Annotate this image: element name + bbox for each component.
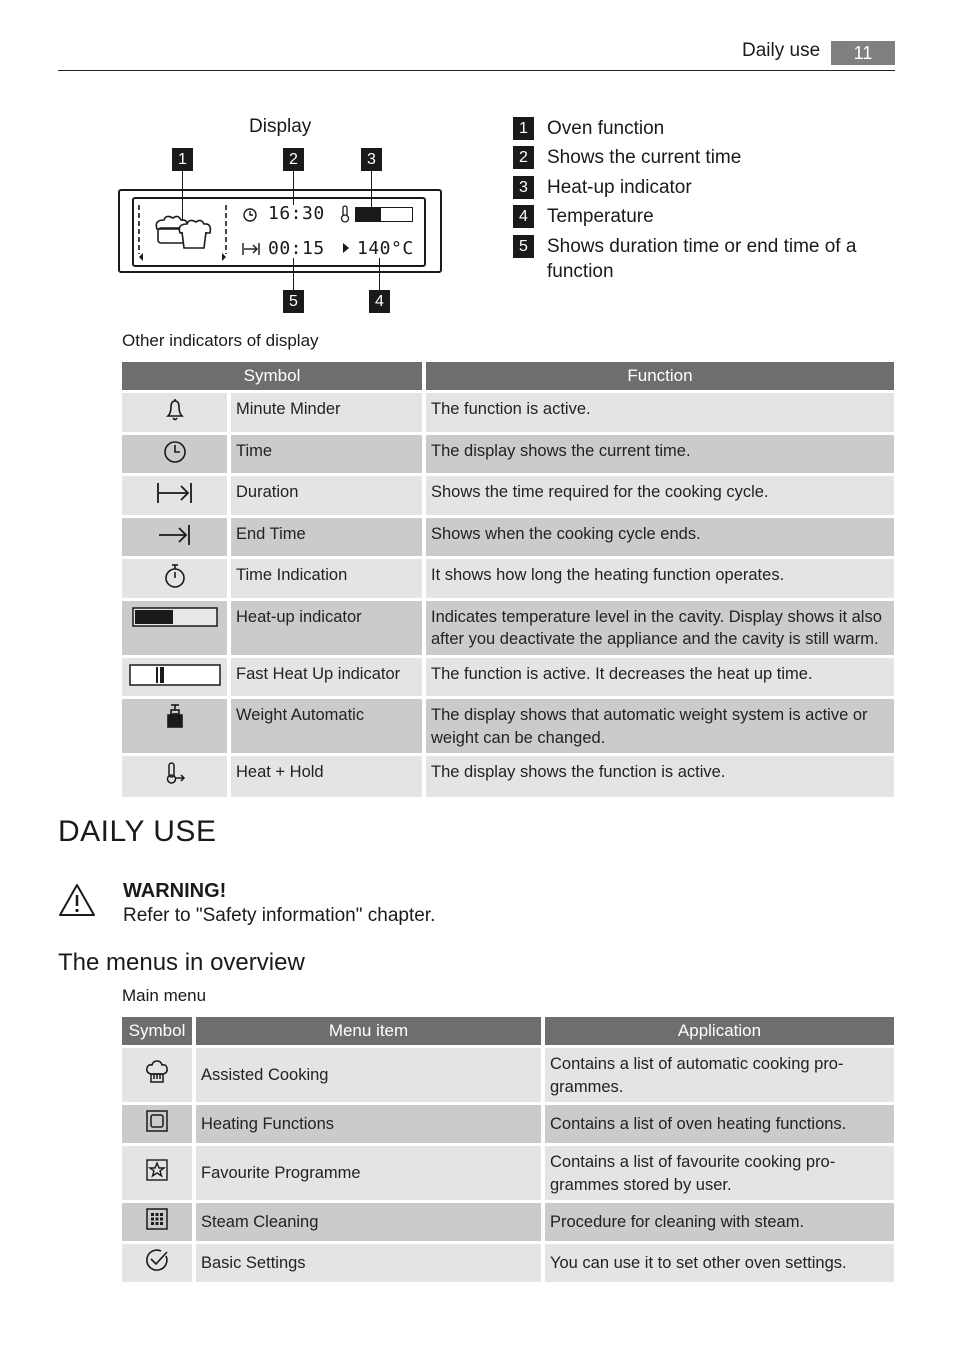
symbol-header: Symbol xyxy=(122,1017,196,1048)
symbol-header: Symbol xyxy=(122,362,426,393)
indicator-function: Shows the time required for the cooking cycle. xyxy=(426,476,894,518)
symbol-cell xyxy=(122,1146,196,1203)
lcd-clock-icon xyxy=(242,207,258,223)
symbol-cell xyxy=(122,756,231,797)
menu-application: Contains a list of oven heating functions. xyxy=(545,1105,894,1146)
table-row xyxy=(122,601,894,658)
warning-text: Refer to "Safety information" chapter. xyxy=(123,905,436,926)
weight-icon xyxy=(164,703,186,731)
indicator-function: The function is active. xyxy=(426,393,894,435)
table-row xyxy=(122,1203,894,1244)
end-time-icon xyxy=(157,522,193,548)
lcd-thermometer-icon xyxy=(339,205,351,223)
menu-item: Favourite Programme xyxy=(196,1146,545,1203)
indicator-name: Heat-up indicator xyxy=(231,601,426,658)
indicator-function: Indicates temperature level in the cavity. Display shows it also after you deactivate the appliance and the cavity is still warm. xyxy=(426,601,894,658)
legend-number: 3 xyxy=(513,176,534,199)
oven-icon xyxy=(144,1108,170,1134)
indicator-function: It shows how long the heating function operates. xyxy=(426,559,894,601)
star-icon xyxy=(144,1157,170,1183)
legend-text: Heat-up indicator xyxy=(547,177,692,198)
indicator-name: Minute Minder xyxy=(231,393,426,435)
symbol-cell xyxy=(122,435,231,477)
legend-number: 1 xyxy=(513,117,534,140)
lcd-arrow-icon xyxy=(342,243,350,253)
callout-1: 1 xyxy=(172,148,193,171)
indicator-function: The display shows the function is active. xyxy=(426,756,894,797)
legend-text: Shows duration time or end time of a function xyxy=(547,236,857,282)
indicator-function: The display shows the current time. xyxy=(426,435,894,477)
indicator-name: End Time xyxy=(231,518,426,560)
indicator-name: Weight Automatic xyxy=(231,699,426,756)
function-header: Function xyxy=(426,362,894,393)
indicator-name: Heat + Hold xyxy=(231,756,426,797)
legend-number: 2 xyxy=(513,146,534,169)
table-row xyxy=(122,1048,894,1105)
indicators-table xyxy=(122,362,894,797)
symbol-cell xyxy=(122,559,231,601)
table-row xyxy=(122,476,894,518)
indicator-name: Time xyxy=(231,435,426,477)
heat-up-bar-icon xyxy=(131,605,219,629)
legend-text: Shows the current time xyxy=(547,147,742,168)
header-rule xyxy=(58,70,895,71)
warning-title: WARNING! xyxy=(123,880,227,902)
indicator-function: The display shows that automatic weight system is active or weight can be changed. xyxy=(426,699,894,756)
table-header-row xyxy=(122,362,894,393)
table-row xyxy=(122,699,894,756)
legend-text: Oven function xyxy=(547,118,665,139)
indicator-name: Fast Heat Up indicator xyxy=(231,658,426,700)
table-row xyxy=(122,435,894,477)
callout-3: 3 xyxy=(361,148,382,171)
page-number: 11 xyxy=(831,41,895,65)
menu-item: Assisted Cooking xyxy=(196,1048,545,1105)
indicator-function: Shows when the cooking cycle ends. xyxy=(426,518,894,560)
menu-application: Procedure for cleaning with steam. xyxy=(545,1203,894,1244)
legend-text: Temperature xyxy=(547,206,654,227)
main-menu-table xyxy=(122,1017,894,1282)
application-header: Application xyxy=(545,1017,894,1048)
table-row xyxy=(122,518,894,560)
table-row xyxy=(122,658,894,700)
menu-application: Contains a list of automatic cooking pro-grammes. xyxy=(545,1048,894,1105)
symbol-cell xyxy=(122,1203,196,1244)
settings-check-icon xyxy=(144,1247,170,1273)
lcd-duration: 00:15 xyxy=(268,238,325,259)
display-caption: Display xyxy=(249,116,312,137)
symbol-cell xyxy=(122,1105,196,1146)
indicator-function: The function is active. It decreases the heat up time. xyxy=(426,658,894,700)
indicator-name: Time Indication xyxy=(231,559,426,601)
heat-hold-icon xyxy=(163,760,187,788)
running-header-section: Daily use xyxy=(742,40,821,61)
lcd-heat-up-bar xyxy=(355,207,413,222)
chef-hat-icon xyxy=(144,1059,170,1085)
bell-icon xyxy=(163,397,187,423)
callout-4: 4 xyxy=(369,290,390,313)
table-header-row xyxy=(122,1017,894,1048)
steam-grid-icon xyxy=(144,1206,170,1232)
menu-item: Basic Settings xyxy=(196,1244,545,1282)
symbol-cell xyxy=(122,1048,196,1105)
menu-application: You can use it to set other oven settings. xyxy=(545,1244,894,1282)
legend-number: 4 xyxy=(513,205,534,228)
legend-number: 5 xyxy=(513,235,534,258)
lcd-heat-up-fill xyxy=(356,208,381,221)
menu-application: Contains a list of favourite cooking pro-grammes stored by user. xyxy=(545,1146,894,1203)
symbol-cell xyxy=(122,476,231,518)
main-menu-caption: Main menu xyxy=(122,986,207,1005)
warning-icon xyxy=(57,882,97,918)
clock-icon xyxy=(162,439,188,465)
lcd-duration-icon xyxy=(241,241,261,257)
symbol-cell xyxy=(122,518,231,560)
symbol-cell xyxy=(122,699,231,756)
lcd-temperature: 140°C xyxy=(357,238,414,259)
symbol-cell xyxy=(122,601,231,658)
symbol-cell xyxy=(122,393,231,435)
menu-item-header: Menu item xyxy=(196,1017,545,1048)
table-row xyxy=(122,393,894,435)
callout-5: 5 xyxy=(283,290,304,313)
table-row xyxy=(122,1146,894,1203)
table-row xyxy=(122,1105,894,1146)
symbol-cell xyxy=(122,1244,196,1282)
section-title: The menus in overview xyxy=(58,949,305,976)
indicator-name: Duration xyxy=(231,476,426,518)
oven-function-icon xyxy=(134,199,234,265)
fast-heat-bar-icon xyxy=(128,662,222,688)
lcd-time: 16:30 xyxy=(268,203,325,224)
table-row xyxy=(122,559,894,601)
menu-item: Heating Functions xyxy=(196,1105,545,1146)
table-row xyxy=(122,1244,894,1282)
table-row xyxy=(122,756,894,797)
chapter-title: DAILY USE xyxy=(58,815,217,848)
callout-2: 2 xyxy=(283,148,304,171)
symbol-cell xyxy=(122,658,231,700)
duration-icon xyxy=(155,480,195,506)
menu-item: Steam Cleaning xyxy=(196,1203,545,1244)
indicators-caption: Other indicators of display xyxy=(122,331,319,350)
stopwatch-icon xyxy=(163,563,187,589)
